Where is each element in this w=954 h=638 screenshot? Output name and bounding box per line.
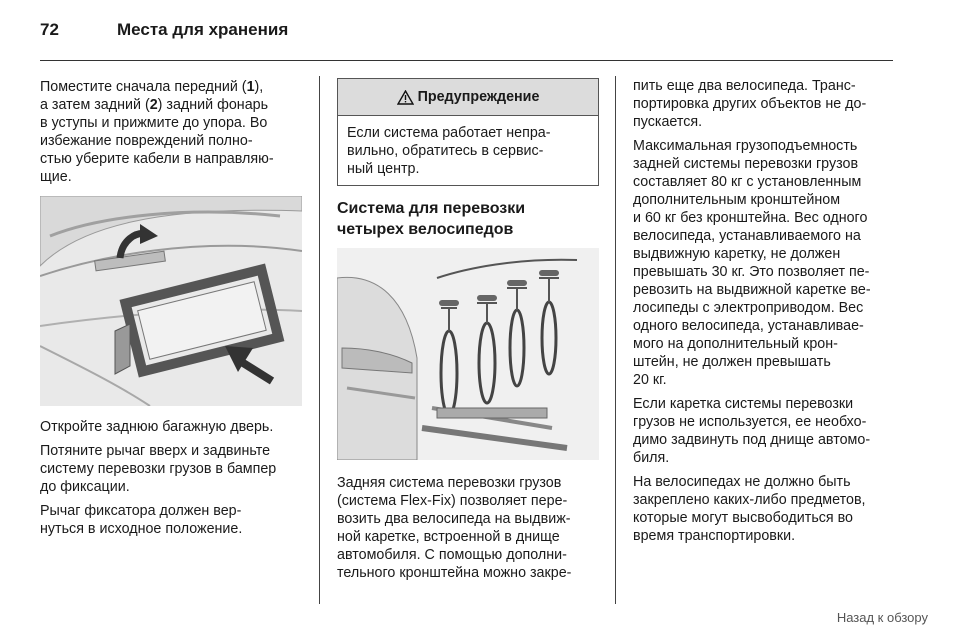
- illustration-carrier-insert: [40, 196, 302, 406]
- column-1: [40, 78, 308, 544]
- paragraph-continuation: пить еще два велосипеда. Транс- портировка других объектов не до- пускается.: [633, 78, 867, 130]
- ref-number-1: 1: [246, 79, 255, 95]
- paragraph-loose-objects: На велосипедах не должно быть закреплено каких-либо предметов, которые могут высвободиться во время транспортировки.: [633, 474, 866, 544]
- warning-triangle-icon: [397, 90, 414, 105]
- illustration-bike-carrier: [337, 248, 599, 460]
- warning-text: Если система работает непра- вильно, обратитесь в сервис- ный центр.: [347, 125, 551, 177]
- section-title: Места для хранения: [117, 20, 289, 39]
- header-divider: [40, 60, 893, 61]
- column-divider-1: [319, 76, 320, 604]
- paragraph-max-load: Максимальная грузоподъемность задней системы перевозки грузов составляет 80 кг с установленным дополнительным кронштейном и 60 кг без кронштейна. Вес одного велосипеда, устанавливаемого на выдвижную каретку, не должен превышать 30 кг. Это позволяет пе- ревозить на выдвижной каретке ве- лосипеды с электроприводом. Вес одного велосипеда, устанавливае- мого на дополнительный крон- штейн, не должен превышать 20 кг.: [633, 138, 871, 388]
- paragraph-lever-return: Рычаг фиксатора должен вер- нуться в исходное положение.: [40, 503, 243, 537]
- back-to-overview-link[interactable]: Назад к обзору: [836, 610, 928, 625]
- page-number: 72: [40, 20, 59, 39]
- paragraph-flex-fix: Задняя система перевозки грузов (система Flex-Fix) позволяет пере- возить два велосипеда на выдвиж- ной каретке, встроенной в днище автомобиля. С помощью дополни- тельного кронштейна можно закре-: [337, 475, 572, 581]
- bike-carrier-drawing: [337, 248, 599, 460]
- paragraph-pull-lever: Потяните рычаг вверх и задвиньте систему перевозки грузов в бампер до фиксации.: [40, 443, 277, 495]
- text-fragment: Поместите сначала передний (: [40, 79, 247, 95]
- paragraph-tail-light: [40, 78, 308, 186]
- warning-box: [337, 78, 599, 186]
- column-divider-2: [615, 76, 616, 604]
- column-2: [337, 78, 599, 588]
- paragraph-retract-carrier: Если каретка системы перевозки грузов не используется, ее необхо- димо задвинуть под днище автомо- биля.: [633, 396, 871, 466]
- column-3: [633, 77, 898, 551]
- warning-title: Предупреждение: [417, 89, 540, 105]
- ref-number-2: 2: [149, 97, 158, 113]
- warning-header: [338, 79, 598, 116]
- carrier-insert-drawing: [40, 196, 302, 406]
- text-fragment: ) задний фонарь в уступы и прижмите до упора. Во избежание повреждений полно- стью уберите кабели в направляю- щие.: [40, 97, 274, 185]
- paragraph-open-door: Откройте заднюю багажную дверь.: [40, 419, 274, 435]
- text-fragment: ), а затем задний (: [40, 79, 264, 113]
- subsection-heading: Система для перевозки четырех велосипедов: [337, 200, 526, 238]
